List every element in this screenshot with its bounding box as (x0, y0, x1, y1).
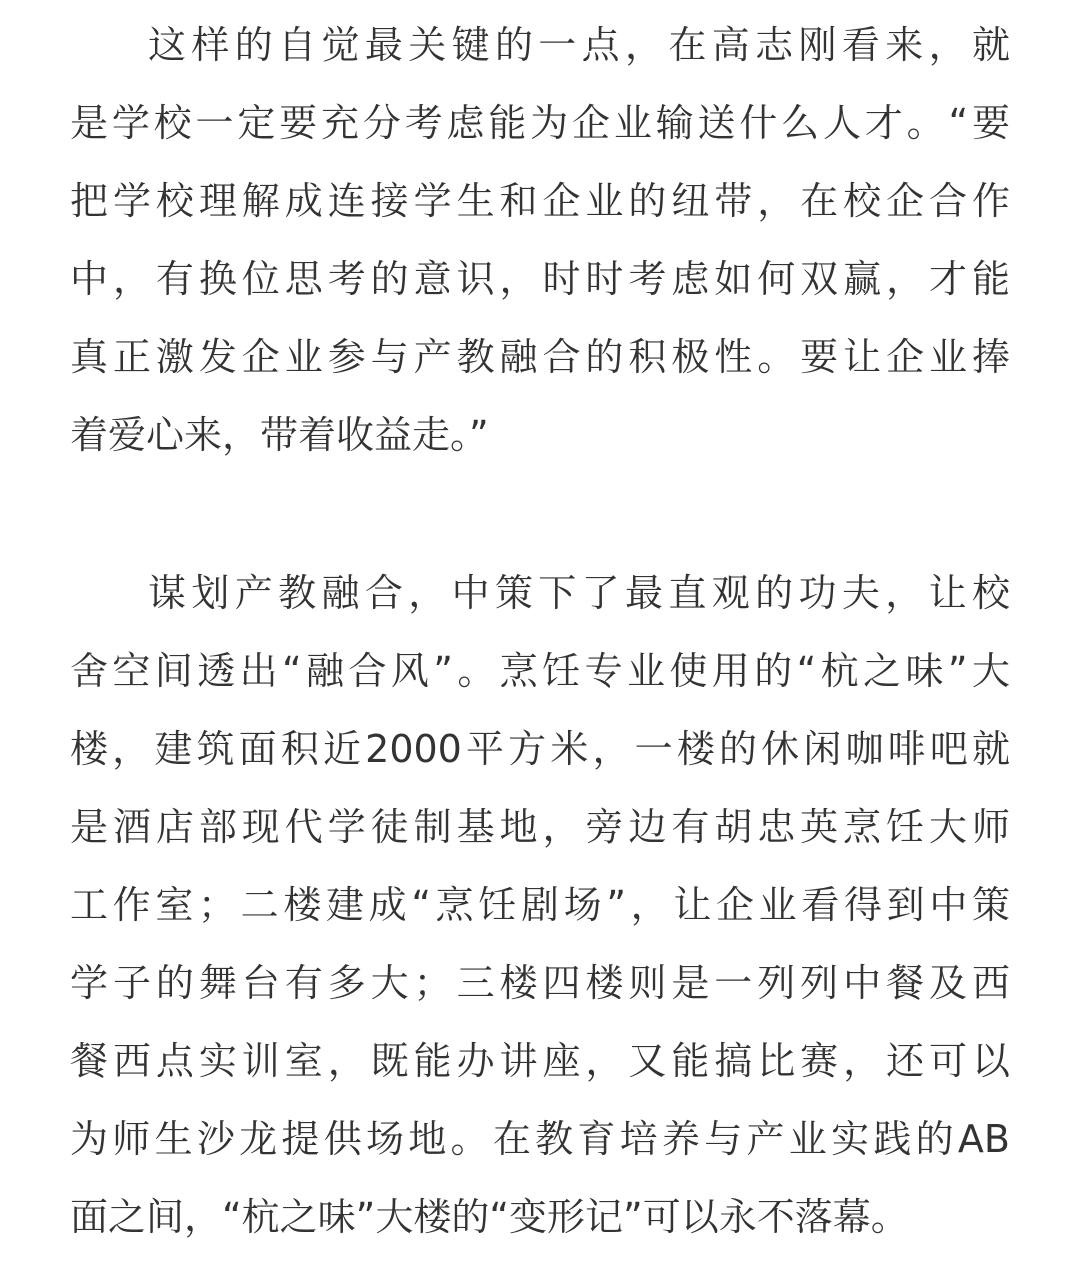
paragraph-line: 真正激发企业参与产教融合的积极性。要让企业捧 (70, 335, 1010, 379)
paragraph-line: 是酒店部现代学徒制基地，旁边有胡忠英烹饪大师 (70, 805, 1010, 849)
paragraph-line: 楼，建筑面积近2000平方米，一楼的休闲咖啡吧就 (70, 727, 1010, 771)
paragraph-line: 这样的自觉最关键的一点，在高志刚看来，就 (148, 23, 1010, 67)
paragraph-line: 中，有换位思考的意识，时时考虑如何双赢，才能 (70, 257, 1010, 301)
paragraph-line: 餐西点实训室，既能办讲座，又能搞比赛，还可以 (70, 1039, 1010, 1083)
paragraph-line: 工作室；二楼建成“烹饪剧场”，让企业看得到中策 (70, 883, 1010, 927)
paragraph-line: 舍空间透出“融合风”。烹饪专业使用的“杭之味”大 (70, 649, 1010, 693)
paragraph-line: 面之间，“杭之味”大楼的“变形记”可以永不落幕。 (70, 1195, 909, 1239)
paragraph-line: 谋划产教融合，中策下了最直观的功夫，让校 (148, 571, 1010, 615)
paragraph-line: 为师生沙龙提供场地。在教育培养与产业实践的AB (70, 1117, 1010, 1161)
paragraph-line: 是学校一定要充分考虑能为企业输送什么人才。“要 (70, 101, 1010, 145)
paragraph-line: 学子的舞台有多大；三楼四楼则是一列列中餐及西 (70, 961, 1010, 1005)
paragraph-line: 把学校理解成连接学生和企业的纽带，在校企合作 (70, 179, 1010, 223)
paragraph-line: 着爱心来，带着收益走。” (70, 413, 489, 457)
